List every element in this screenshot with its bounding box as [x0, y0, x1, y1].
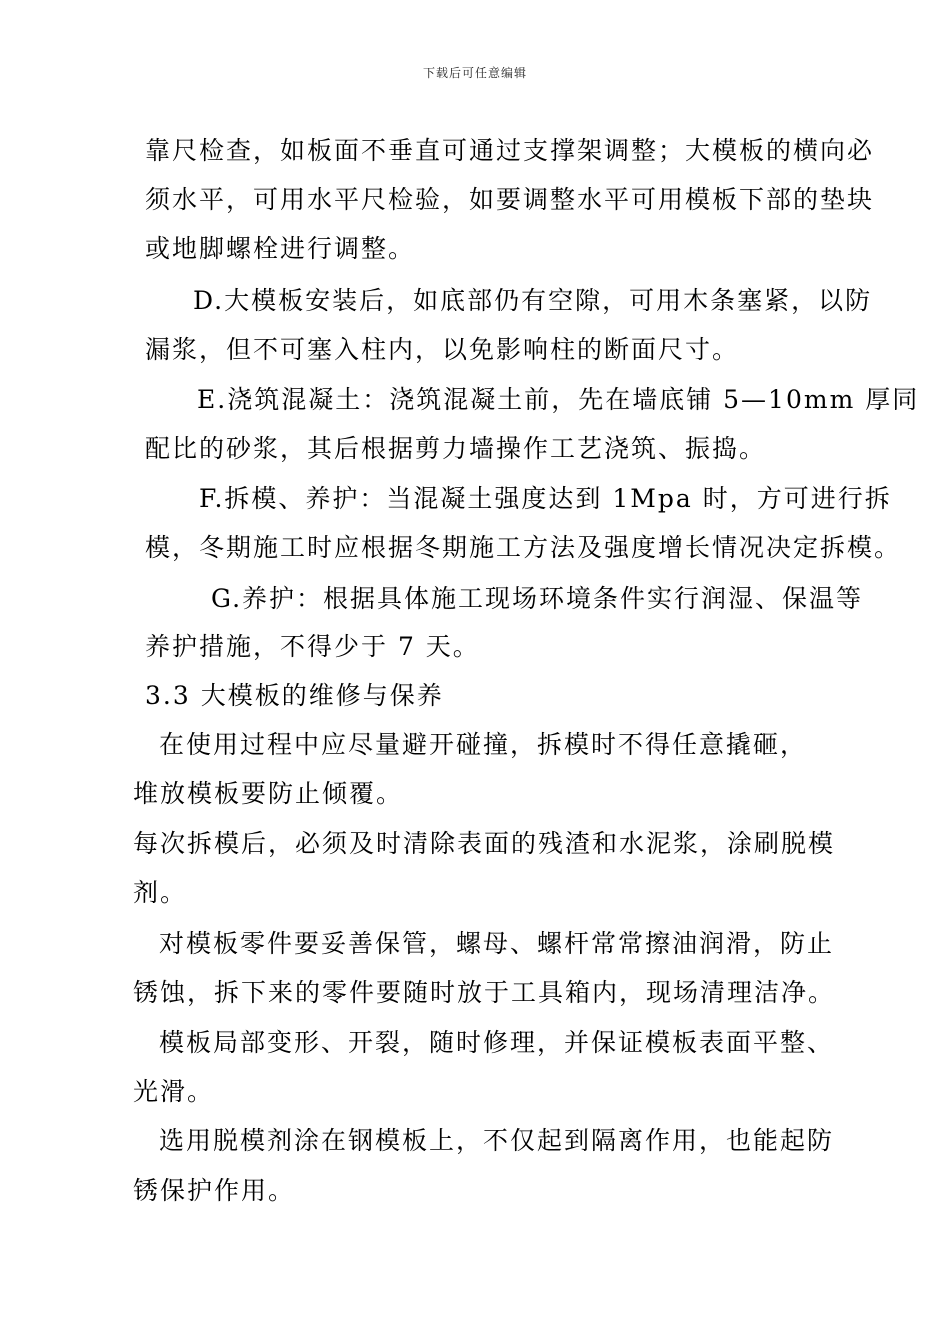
body-line: 光滑。: [133, 1077, 215, 1106]
body-line: D.大模板安装后，如底部仍有空隙，可用木条塞紧，以防: [193, 286, 873, 315]
body-line: 配比的砂浆，其后根据剪力墙操作工艺浇筑、振捣。: [145, 434, 767, 463]
body-line: 模板局部变形、开裂，随时修理，并保证模板表面平整、: [159, 1028, 835, 1057]
body-line: 须水平，可用水平尺检验，如要调整水平可用模板下部的垫块: [145, 185, 875, 214]
body-line: 靠尺检查，如板面不垂直可通过支撑架调整；大模板的横向必: [145, 136, 875, 165]
body-line: 或地脚螺栓进行调整。: [145, 234, 416, 263]
page-header: 下载后可任意编辑: [422, 66, 527, 80]
body-line: G.养护：根据具体施工现场环境条件实行润湿、保温等: [211, 584, 864, 613]
body-line: 养护措施，不得少于 7 天。: [145, 632, 480, 661]
body-line: F.拆模、养护：当混凝土强度达到 1Mpa 时，方可进行拆: [199, 484, 892, 513]
body-line: 模，冬期施工时应根据冬期施工方法及强度增长情况决定拆模。: [145, 533, 902, 562]
body-line: E.浇筑混凝土：浇筑混凝土前，先在墙底铺 5—10mm 厚同: [197, 385, 920, 414]
body-line: 漏浆，但不可塞入柱内，以免影响柱的断面尺寸。: [145, 335, 740, 364]
body-line: 对模板零件要妥善保管，螺母、螺杆常常擦油润滑，防止: [159, 929, 835, 958]
body-line: 每次拆模后，必须及时清除表面的残渣和水泥浆，涂刷脱模: [133, 829, 836, 858]
body-line: 选用脱模剂涂在钢模板上，不仅起到隔离作用，也能起防: [159, 1126, 835, 1155]
body-line: 剂。: [133, 878, 188, 907]
body-line: 在使用过程中应尽量避开碰撞，拆模时不得任意撬砸，: [159, 730, 808, 759]
body-line: 堆放模板要防止倾覆。: [133, 779, 404, 808]
body-line: 锈保护作用。: [133, 1176, 296, 1205]
section-heading: 3.3 大模板的维修与保养: [145, 681, 444, 710]
body-line: 锈蚀，拆下来的零件要随时放于工具箱内，现场清理洁净。: [133, 978, 836, 1007]
